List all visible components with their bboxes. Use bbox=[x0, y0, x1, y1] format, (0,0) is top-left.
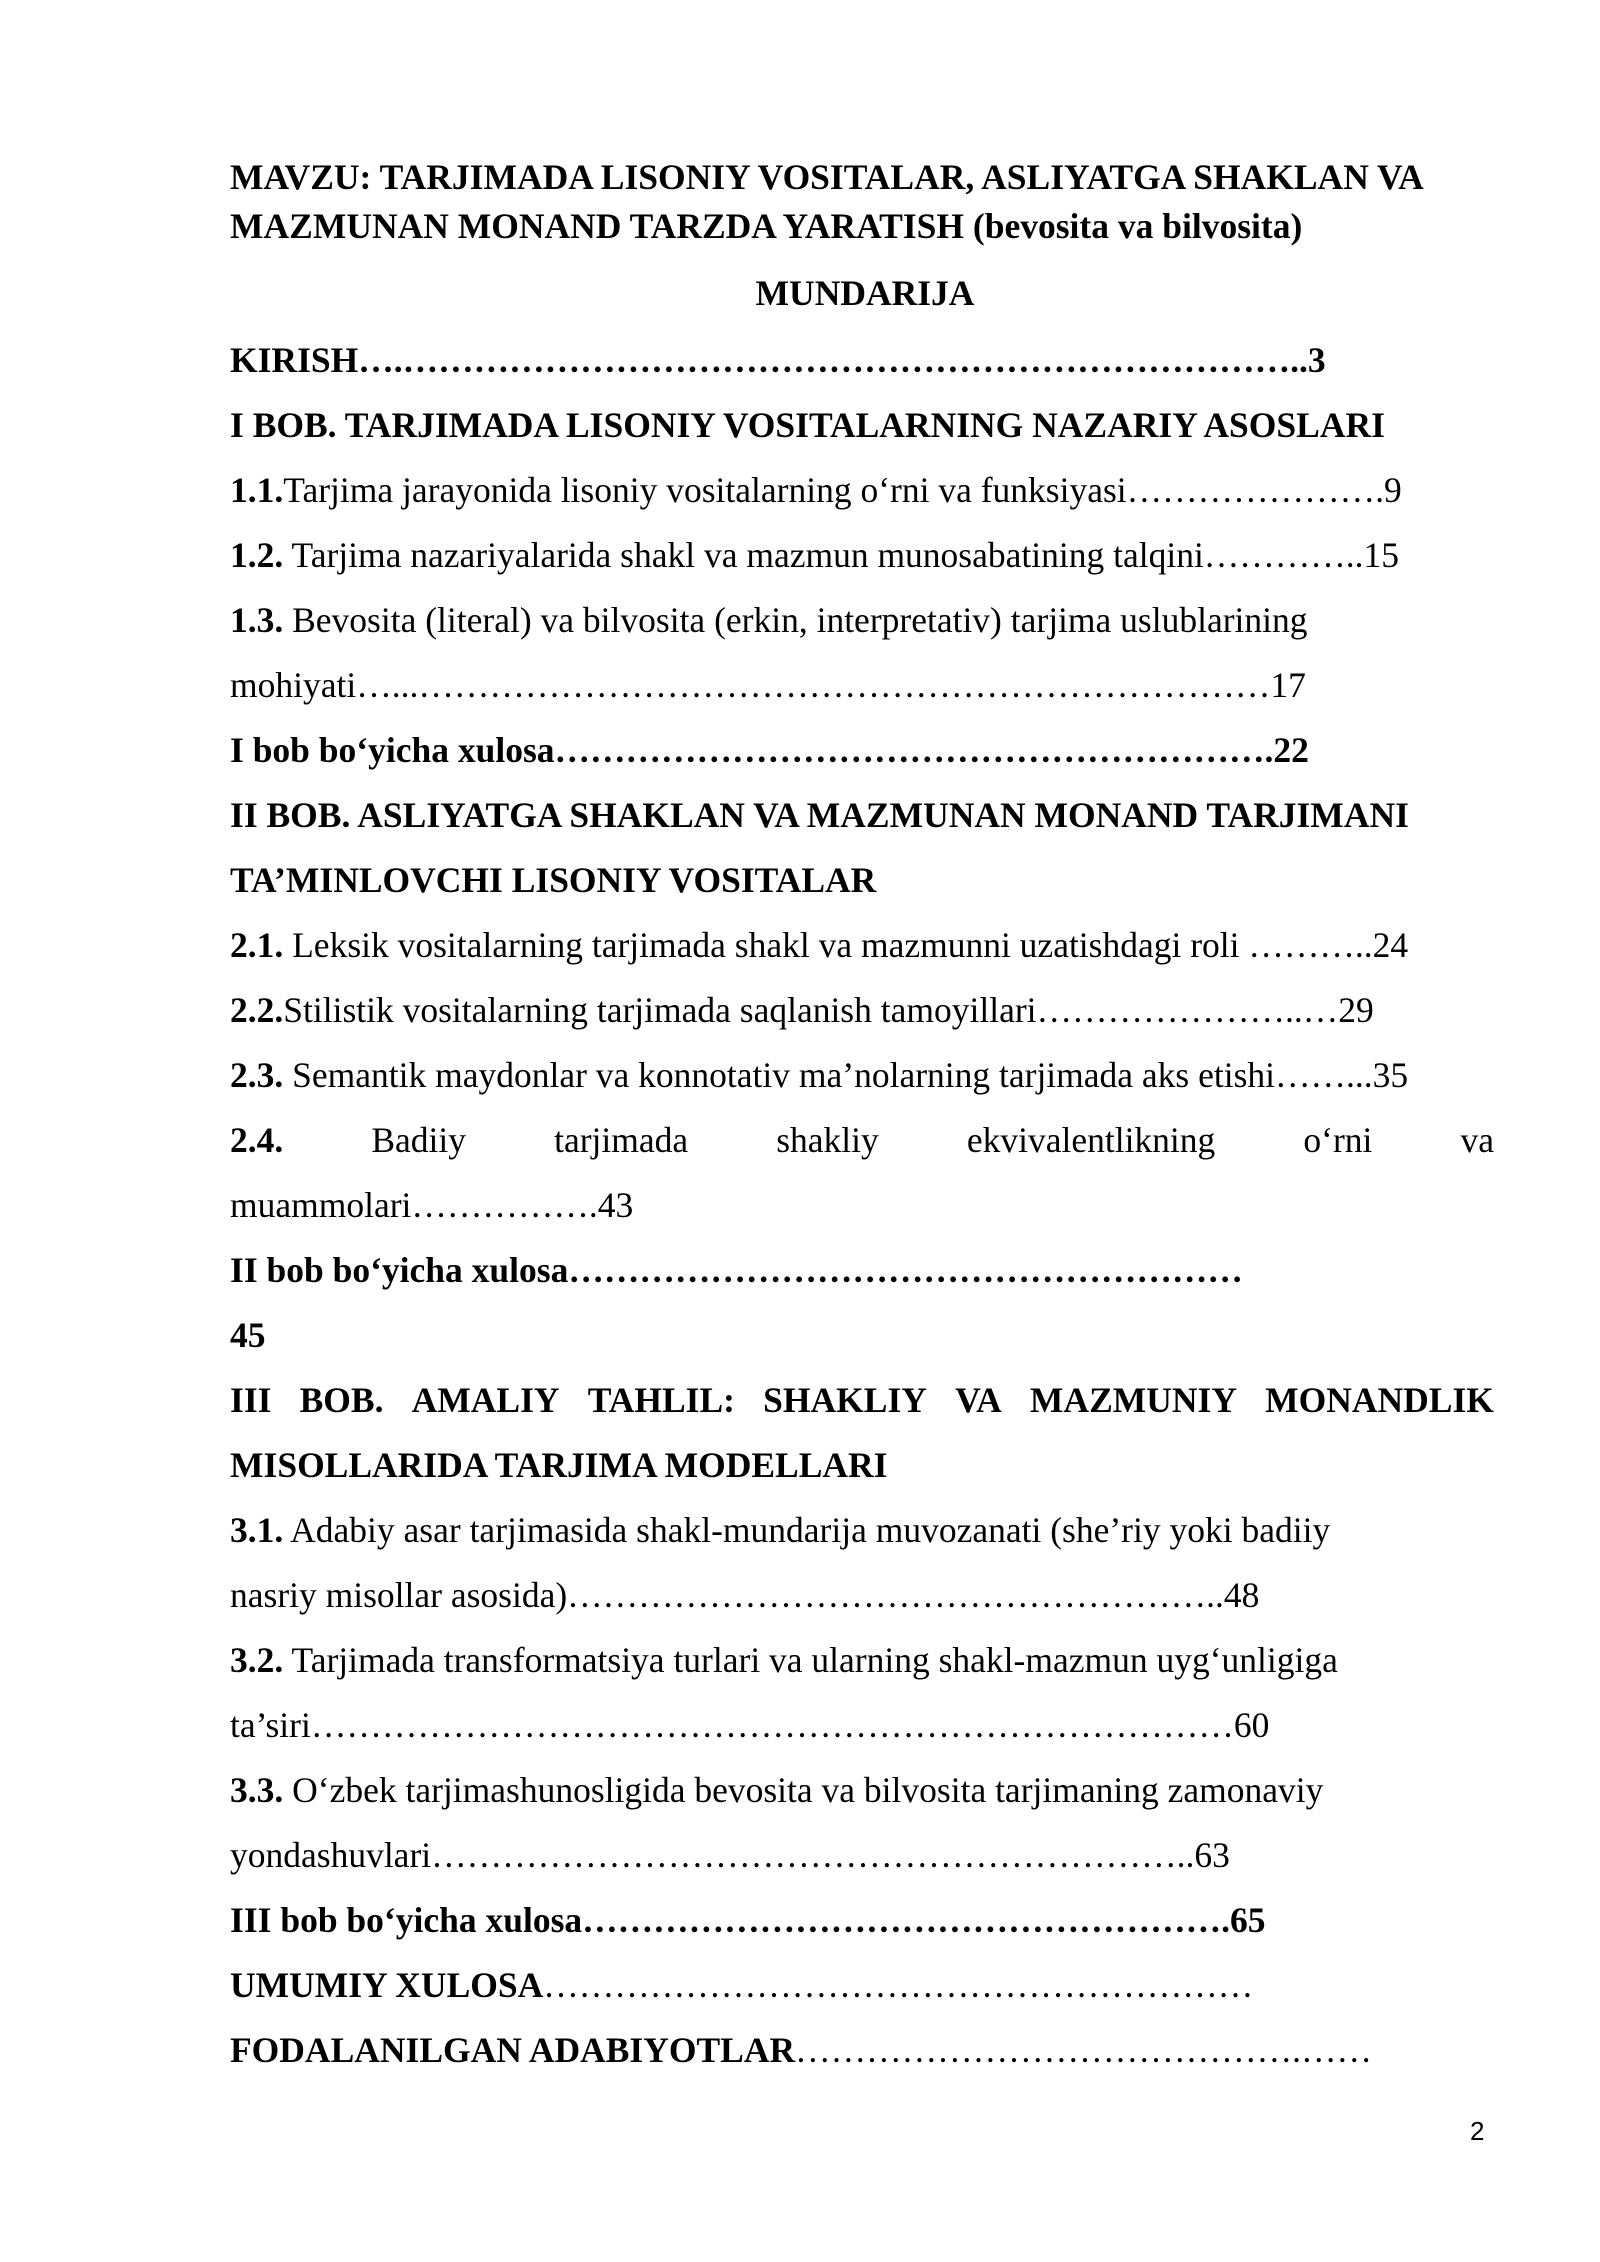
toc-entry-2-1[interactable] bbox=[230, 920, 1494, 970]
section-number: 3.3. bbox=[230, 1770, 284, 1810]
toc-chapter-1-summary[interactable]: I bob bo‘yicha xulosa…………………………………………………….22 bbox=[230, 730, 1309, 770]
toc-entry-1-3-continued[interactable]: mohiyati…...………………………………………………………………17 bbox=[230, 665, 1306, 705]
section-word: shakliy bbox=[776, 1120, 879, 1160]
section-word: Badiiy bbox=[371, 1120, 466, 1160]
section-text: Tarjima nazariyalarida shakl va mazmun munosabatining talqini…………..15 bbox=[283, 535, 1400, 575]
section-text: O‘zbek tarjimashunosligida bevosita va bilvosita tarjimaning zamonaviy bbox=[283, 1770, 1324, 1810]
toc-chapter-3-summary[interactable]: III bob bo‘yicha xulosa……………………………………………….65 bbox=[230, 1900, 1266, 1940]
toc-entry-1-1[interactable] bbox=[230, 465, 1494, 515]
title-word: AMALIY bbox=[411, 1380, 560, 1420]
dot-leader: …………………………………….…… bbox=[795, 2030, 1372, 2070]
title-word: SHAKLIY bbox=[763, 1380, 927, 1420]
section-word: ekvivalentlikning bbox=[966, 1120, 1216, 1160]
section-word: va bbox=[1460, 1120, 1494, 1160]
section-number: 3.1. bbox=[230, 1510, 284, 1550]
toc-entry-3-1[interactable] bbox=[230, 1505, 1494, 1555]
section-text: Stilistik vositalarning tarjimada saqlanish tamoyillari…………………..…29 bbox=[283, 990, 1374, 1030]
section-number: 1.2. bbox=[230, 535, 284, 575]
toc-chapter-2-summary[interactable]: II bob bo‘yicha xulosa………………………………………………… bbox=[230, 1250, 1243, 1290]
document-topic: MAVZU: TARJIMADA LISONIY VOSITALAR, ASLIYATGA SHAKLAN VA MAZMUNAN MONAND TARZDA YARATISH (bevosita va bilvosita) bbox=[230, 157, 1422, 246]
section-text: Tarjima jarayonida lisoniy vositalarning o‘rni va funksiyasi………………….9 bbox=[283, 470, 1402, 510]
toc-chapter-3-title-continued[interactable]: MISOLLARIDA TARJIMA MODELLARI bbox=[230, 1445, 888, 1485]
entry-label: FODALANILGAN ADABIYOTLAR bbox=[230, 2030, 796, 2070]
section-number: 2.2. bbox=[230, 990, 284, 1030]
section-text: Leksik vositalarning tarjimada shakl va mazmunni uzatishdagi roli ………..24 bbox=[283, 925, 1409, 965]
toc-entry-general-conclusion[interactable] bbox=[230, 1960, 1494, 2010]
page-number: 2 bbox=[1470, 2116, 1485, 2146]
toc-entry-3-3[interactable] bbox=[230, 1765, 1494, 1815]
title-word: III bbox=[230, 1380, 272, 1420]
section-word: o‘rni bbox=[1303, 1120, 1373, 1160]
section-word: tarjimada bbox=[554, 1120, 689, 1160]
section-text: Bevosita (literal) va bilvosita (erkin, interpretativ) tarjima uslublarining bbox=[283, 600, 1308, 640]
toc-entry-3-3-continued[interactable]: yondashuvlari………………………………………………………..63 bbox=[230, 1835, 1230, 1875]
section-number: 1.3. bbox=[230, 600, 284, 640]
section-number: 1.1. bbox=[230, 470, 284, 510]
toc-entry-3-2-continued[interactable]: ta’siri……………………………………………………………………60 bbox=[230, 1705, 1270, 1745]
toc-entry-3-1-continued[interactable]: nasriy misollar asosida)………………………………………………..48 bbox=[230, 1575, 1260, 1615]
toc-entry-kirish[interactable]: KIRISH….…………………………………………………………………..3 bbox=[230, 340, 1326, 380]
title-word: MONANDLIK bbox=[1265, 1380, 1494, 1420]
toc-entry-3-2[interactable] bbox=[230, 1635, 1494, 1685]
section-number: 2.3. bbox=[230, 1055, 284, 1095]
toc-chapter-2-title-continued[interactable]: TA’MINLOVCHI LISONIY VOSITALAR bbox=[230, 860, 877, 900]
toc-entry-2-4-continued[interactable]: muammolari…………….43 bbox=[230, 1185, 634, 1225]
toc-chapter-2-summary-page[interactable]: 45 bbox=[230, 1315, 266, 1355]
title-word: BOB. bbox=[299, 1380, 384, 1420]
toc-entry-references[interactable] bbox=[230, 2025, 1494, 2075]
toc-chapter-2-title[interactable]: II BOB. ASLIYATGA SHAKLAN VA MAZMUNAN MONAND TARJIMANI bbox=[230, 795, 1409, 835]
toc-chapter-1-title[interactable]: I BOB. TARJIMADA LISONIY VOSITALARNING NAZARIY ASOSLARI bbox=[230, 405, 1385, 445]
title-word: MAZMUNIY bbox=[1029, 1380, 1237, 1420]
title-word: VA bbox=[955, 1380, 1002, 1420]
dot-leader: …………………………………………………… bbox=[543, 1965, 1254, 2005]
toc-entry-1-2[interactable] bbox=[230, 530, 1494, 580]
section-text: Tarjimada transformatsiya turlari va ularning shakl-mazmun uyg‘unligiga bbox=[283, 1640, 1338, 1680]
section-number: 2.1. bbox=[230, 925, 284, 965]
section-number: 3.2. bbox=[230, 1640, 284, 1680]
toc-entry-2-3[interactable] bbox=[230, 1050, 1494, 1100]
entry-label: UMUMIY XULOSA bbox=[230, 1965, 544, 2005]
toc-title: MUNDARIJA bbox=[755, 273, 975, 313]
section-text: Adabiy asar tarjimasida shakl-mundarija muvozanati (she’riy yoki badiiy bbox=[283, 1510, 1331, 1550]
toc-entry-1-3[interactable] bbox=[230, 595, 1494, 645]
toc-chapter-3-title[interactable] bbox=[230, 1375, 1494, 1425]
toc-entry-2-4[interactable] bbox=[230, 1115, 1494, 1165]
section-number: 2.4. bbox=[230, 1120, 284, 1160]
title-word: TAHLIL: bbox=[587, 1380, 735, 1420]
section-text: Semantik maydonlar va konnotativ ma’nolarning tarjimada aks etishi……...35 bbox=[283, 1055, 1409, 1095]
toc-entry-2-2[interactable] bbox=[230, 985, 1494, 1035]
